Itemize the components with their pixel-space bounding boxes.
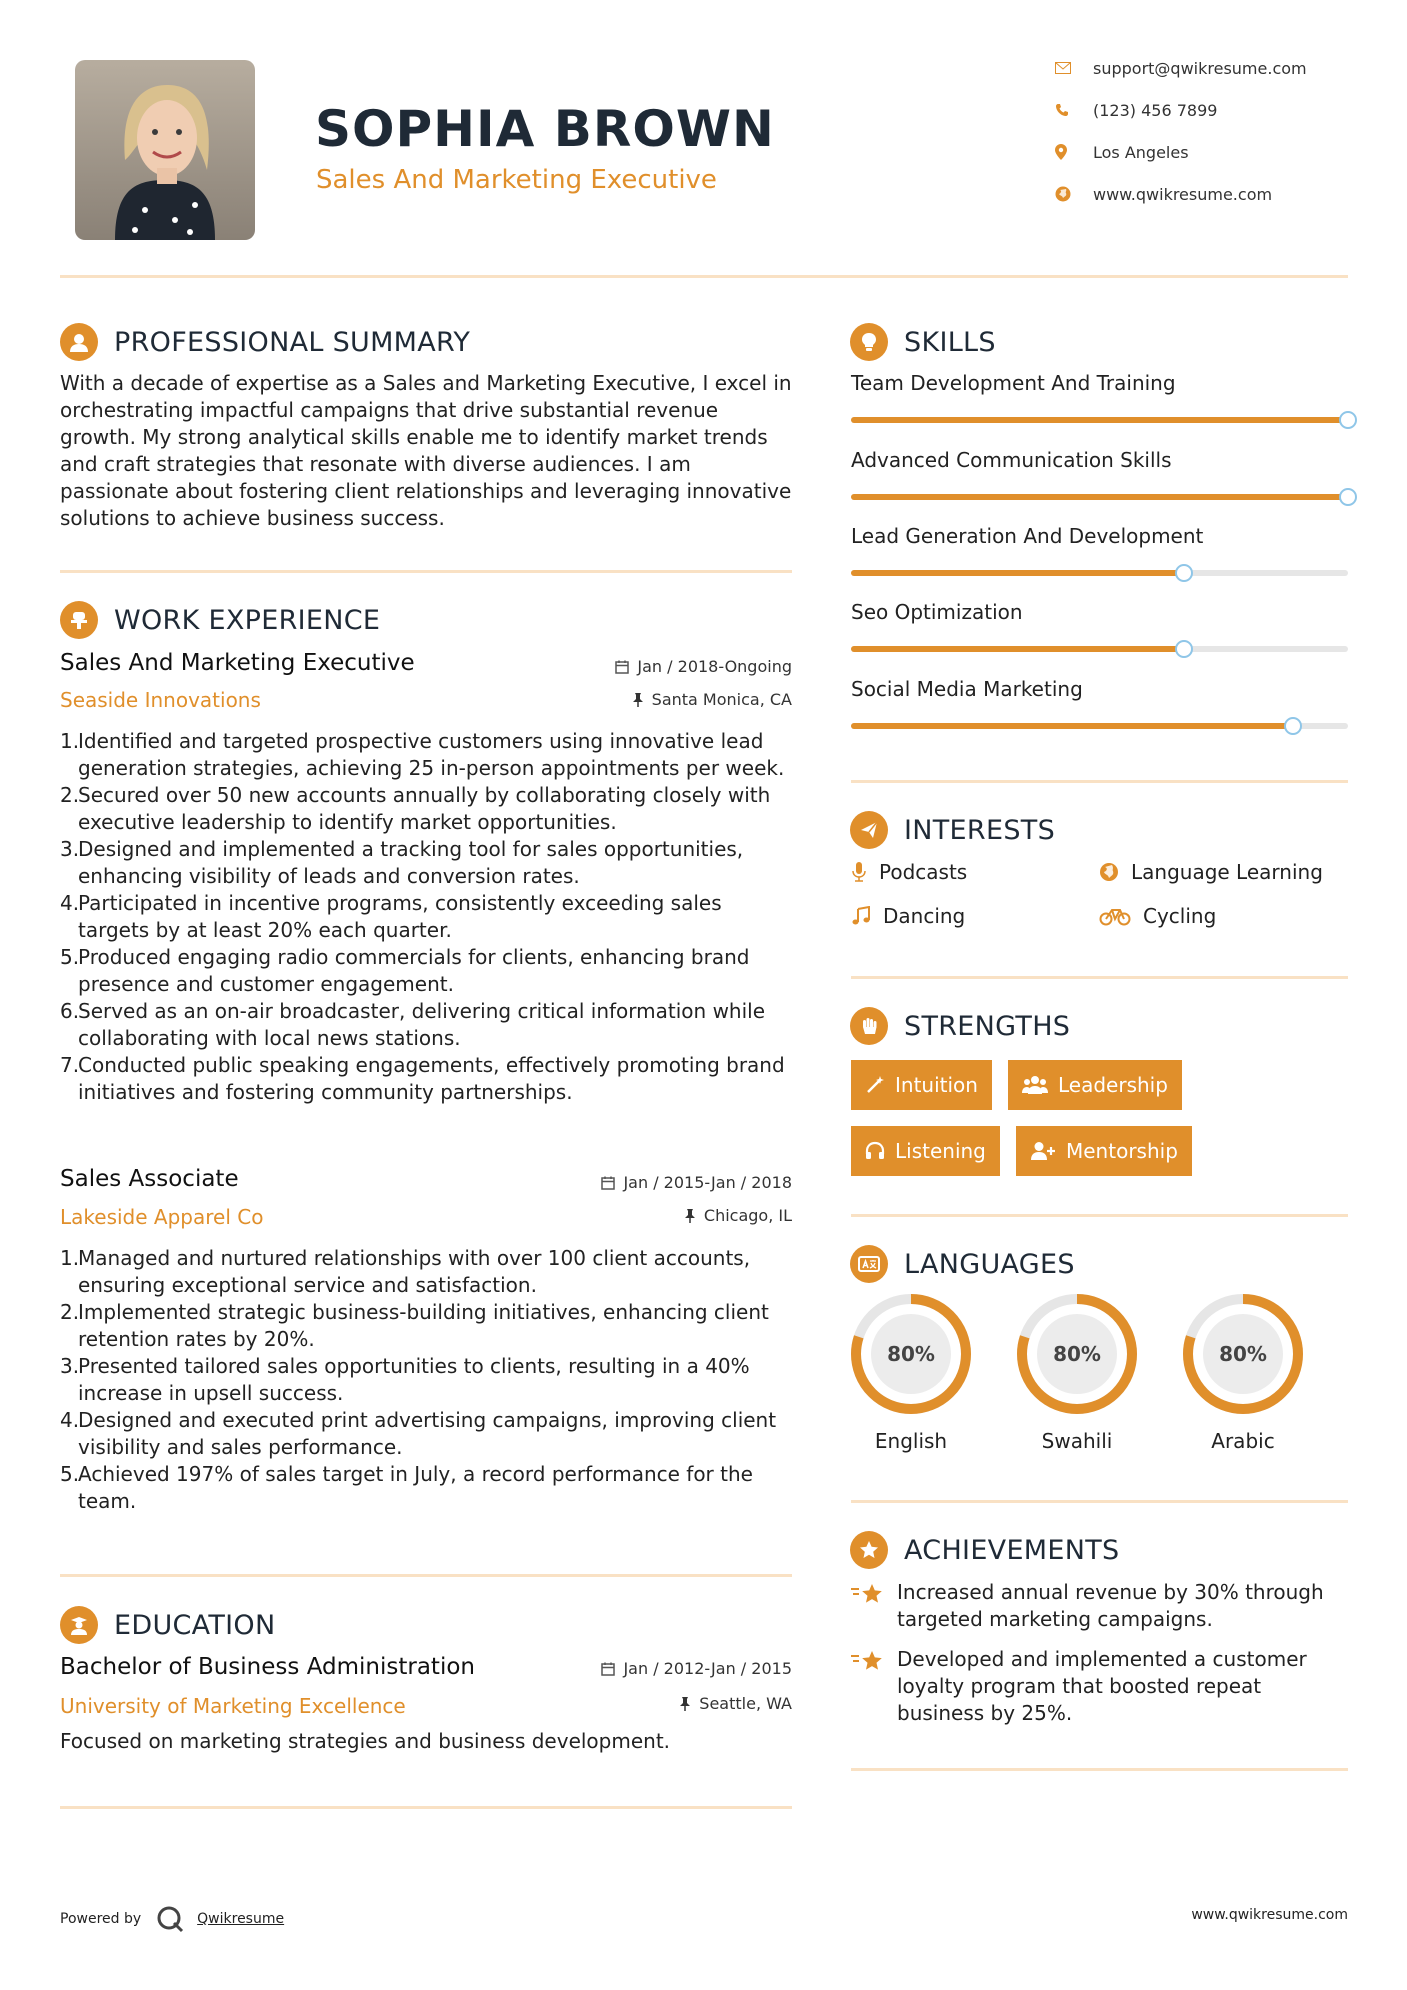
skill-bar	[851, 570, 1348, 576]
skill-knob[interactable]	[1339, 488, 1357, 506]
languages-heading-text: LANGUAGES	[904, 1248, 1075, 1280]
interests-divider	[851, 976, 1348, 979]
job-dates-text: Jan / 2018-Ongoing	[637, 657, 792, 676]
achievement-text: Developed and implemented a customer loyalty program that boosted repeat business by 25%.	[897, 1647, 1307, 1725]
skills-divider	[851, 780, 1348, 783]
interest-item	[1099, 904, 1216, 928]
job-dates	[500, 1173, 792, 1192]
achievements-heading	[850, 1531, 1120, 1569]
list-item: 5. Achieved 197% of sales target in July, a record performance for the team.	[60, 1462, 753, 1513]
strength-label: Leadership	[1058, 1073, 1168, 1097]
languages-heading	[850, 1245, 1075, 1283]
achievement-item	[851, 1646, 1348, 1727]
job-bullets	[60, 1245, 795, 1515]
interest-label: Cycling	[1143, 904, 1217, 928]
company-name: Lakeside Apparel Co	[60, 1205, 264, 1229]
job-title: Sales And Marketing Executive	[60, 650, 415, 676]
company-name: Seaside Innovations	[60, 688, 261, 712]
star-icon	[851, 1583, 885, 1607]
skill-knob[interactable]	[1339, 411, 1357, 429]
list-item: 3. Designed and implemented a tracking tool for sales opportunities, enhancing visibility of leads and conversion rates.	[60, 837, 744, 888]
achievements-heading-text: ACHIEVEMENTS	[904, 1534, 1120, 1566]
language-item	[1015, 1292, 1139, 1420]
interest-label: Dancing	[883, 904, 966, 928]
job-bullets	[60, 728, 795, 1106]
skill-fill	[851, 494, 1348, 500]
work-heading-text: WORK EXPERIENCE	[114, 604, 381, 636]
degree-title: Bachelor of Business Administration	[60, 1654, 475, 1680]
phone-icon	[1055, 100, 1093, 120]
headphones-icon	[865, 1141, 885, 1161]
email-text: support@qwikresume.com	[1093, 58, 1307, 78]
summary-text: With a decade of expertise as a Sales and Marketing Executive, I excel in orchestrating impactful campaigns that drive substantial revenue growth. My strong analytical skills enable me to identify market trends and craft strategies that resonate with diverse audiences. I am passionate about fostering client relationships and leveraging innovative solutions to achieve business success.	[60, 371, 792, 530]
brand-link[interactable]: Qwikresume	[197, 1911, 285, 1927]
summary-heading	[60, 323, 470, 361]
language-name: Arabic	[1211, 1429, 1275, 1453]
contact-phone[interactable]	[1055, 100, 1375, 120]
paper-plane-icon	[850, 811, 888, 849]
language-name: English	[874, 1429, 948, 1453]
globe-icon	[1055, 184, 1093, 204]
interest-label: Podcasts	[879, 860, 968, 884]
profile-photo	[75, 60, 255, 240]
interest-item	[851, 860, 967, 884]
location-text: Los Angeles	[1093, 142, 1189, 162]
achievement-item	[851, 1579, 1348, 1633]
job-location	[500, 690, 792, 709]
language-percent: 80%	[887, 1342, 935, 1366]
star-icon	[851, 1650, 885, 1674]
powered-by-text: Powered by	[60, 1911, 142, 1927]
strength-chip	[851, 1126, 1000, 1176]
list-item: 1. Managed and nurtured relationships with over 100 client accounts, ensuring exceptional service and satisfaction.	[60, 1246, 751, 1297]
skill-fill	[851, 646, 1184, 652]
achievements-divider	[851, 1768, 1348, 1771]
achievement-text: Increased annual revenue by 30% through targeted marketing campaigns.	[897, 1580, 1324, 1631]
list-item: 4. Designed and executed print advertising campaigns, improving client visibility and sales performance.	[60, 1408, 777, 1459]
briefcase-icon	[60, 601, 98, 639]
work-divider	[60, 1574, 792, 1577]
map-pin-icon	[1055, 142, 1093, 162]
list-item: 2. Secured over 50 new accounts annually by collaborating closely with executive leadership to identify market opportunities.	[60, 783, 771, 834]
language-item	[1181, 1292, 1305, 1420]
education-heading	[60, 1606, 275, 1644]
pin-icon	[684, 1209, 696, 1223]
user-plus-icon	[1030, 1141, 1056, 1161]
skill-fill	[851, 723, 1293, 729]
globe-icon	[1099, 862, 1119, 882]
mail-icon	[1055, 58, 1093, 78]
skill-knob[interactable]	[1175, 564, 1193, 582]
contact-location	[1055, 142, 1375, 162]
language-item	[849, 1292, 973, 1420]
skill-fill	[851, 417, 1348, 423]
education-dates-text: Jan / 2012-Jan / 2015	[623, 1659, 792, 1678]
contact-email[interactable]	[1055, 58, 1375, 78]
job-dates	[500, 657, 792, 676]
skill-label: Lead Generation And Development	[851, 524, 1204, 548]
interests-heading-text: INTERESTS	[904, 814, 1056, 846]
lightbulb-icon	[850, 323, 888, 361]
language-gauge	[1181, 1292, 1305, 1416]
list-item: 4. Participated in incentive programs, consistently exceeding sales targets by at least 20% each quarter.	[60, 891, 722, 942]
summary-divider	[60, 570, 792, 573]
skill-knob[interactable]	[1284, 717, 1302, 735]
strength-chip	[851, 1060, 992, 1110]
strengths-heading-text: STRENGTHS	[904, 1010, 1071, 1042]
music-note-icon	[851, 906, 871, 926]
interests-heading	[850, 811, 1055, 849]
list-item: 3. Presented tailored sales opportunities to clients, resulting in a 40% increase in upsell success.	[60, 1354, 750, 1405]
strengths-heading	[850, 1007, 1070, 1045]
bicycle-icon	[1099, 906, 1131, 926]
strength-chip	[1008, 1060, 1182, 1110]
strength-chip	[1016, 1126, 1192, 1176]
skill-fill	[851, 570, 1184, 576]
calendar-icon	[601, 1662, 615, 1676]
calendar-icon	[615, 660, 629, 674]
calendar-icon	[601, 1176, 615, 1190]
languages-divider	[851, 1500, 1348, 1503]
user-icon	[60, 323, 98, 361]
language-percent: 80%	[1053, 1342, 1101, 1366]
star-badge-icon	[850, 1531, 888, 1569]
language-gauge	[1015, 1292, 1139, 1416]
website-text: www.qwikresume.com	[1093, 184, 1273, 204]
education-location	[500, 1694, 792, 1713]
education-heading-text: EDUCATION	[114, 1609, 276, 1641]
strength-label: Intuition	[895, 1073, 978, 1097]
microphone-icon	[851, 861, 867, 883]
magic-wand-icon	[865, 1075, 885, 1095]
language-gauge	[849, 1292, 973, 1416]
skill-bar	[851, 494, 1348, 500]
qwikresume-logo-icon	[155, 1904, 185, 1934]
education-divider	[60, 1806, 792, 1809]
phone-text: (123) 456 7899	[1093, 100, 1218, 120]
education-dates	[500, 1659, 792, 1678]
skill-knob[interactable]	[1175, 640, 1193, 658]
list-item: 5. Produced engaging radio commercials for clients, enhancing brand presence and customer engagement.	[60, 945, 750, 996]
users-icon	[1022, 1075, 1048, 1095]
language-percent: 80%	[1219, 1342, 1267, 1366]
skill-bar	[851, 646, 1348, 652]
strength-label: Listening	[895, 1139, 986, 1163]
school-name: University of Marketing Excellence	[60, 1694, 406, 1718]
fist-icon	[850, 1007, 888, 1045]
candidate-title: Sales And Marketing Executive	[316, 165, 717, 195]
list-item: 6. Served as an on-air broadcaster, delivering critical information while collaborating with local news stations.	[60, 999, 766, 1050]
list-item: 1. Identified and targeted prospective customers using innovative lead generation strategies, achieving 25 in-person appointments per week.	[60, 729, 785, 780]
list-item: 2. Implemented strategic business-building initiatives, enhancing client retention rates by 20%.	[60, 1300, 769, 1351]
footer-powered	[60, 1904, 284, 1934]
job-title: Sales Associate	[60, 1166, 239, 1192]
skill-label: Seo Optimization	[851, 600, 1023, 624]
work-heading	[60, 601, 380, 639]
contact-website[interactable]	[1055, 184, 1375, 204]
job-dates-text: Jan / 2015-Jan / 2018	[623, 1173, 792, 1192]
skill-label: Social Media Marketing	[851, 677, 1083, 701]
job-location-text: Chicago, IL	[703, 1206, 792, 1225]
interest-label: Language Learning	[1131, 860, 1323, 884]
job-location-text: Santa Monica, CA	[651, 690, 792, 709]
list-item: 7. Conducted public speaking engagements, effectively promoting brand initiatives and fostering community partnerships.	[60, 1053, 785, 1104]
strength-label: Mentorship	[1066, 1139, 1178, 1163]
pin-icon	[679, 1697, 691, 1711]
skill-bar	[851, 417, 1348, 423]
skill-label: Team Development And Training	[851, 371, 1176, 395]
candidate-name: SOPHIA BROWN	[315, 100, 775, 158]
pin-icon	[632, 693, 644, 707]
education-location-text: Seattle, WA	[699, 1694, 792, 1713]
header-divider	[60, 275, 1348, 278]
skills-heading-text: SKILLS	[904, 326, 996, 358]
language-name: Swahili	[1041, 1429, 1113, 1453]
skills-heading	[850, 323, 996, 361]
education-description: Focused on marketing strategies and business development.	[60, 1729, 671, 1753]
graduate-icon	[60, 1606, 98, 1644]
interest-item	[851, 904, 965, 928]
language-icon	[850, 1245, 888, 1283]
job-location	[500, 1206, 792, 1225]
footer-website[interactable]: www.qwikresume.com	[1191, 1907, 1348, 1923]
interest-item	[1099, 860, 1323, 884]
strengths-divider	[851, 1214, 1348, 1217]
skill-bar	[851, 723, 1348, 729]
skill-label: Advanced Communication Skills	[851, 448, 1172, 472]
summary-heading-text: PROFESSIONAL SUMMARY	[114, 326, 471, 358]
